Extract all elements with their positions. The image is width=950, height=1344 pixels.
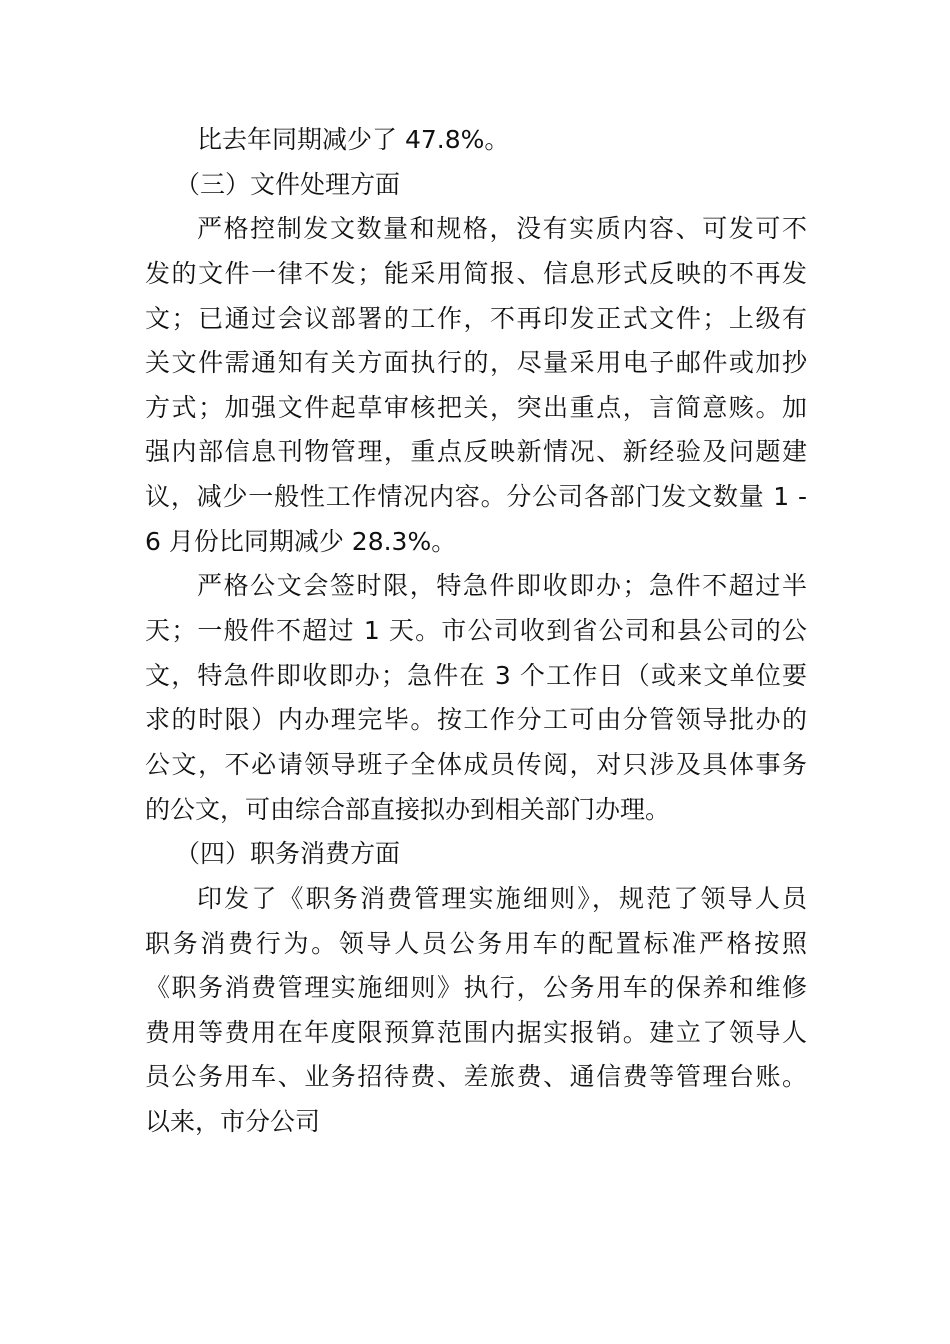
paragraph [145,118,807,163]
text-line: 强内部信息刊物管理，重点反映新情况、新经验及问题建 [145,437,807,467]
text-line: （四）职务消费方面 [175,839,401,869]
text-line: 天；一般件不超过 1 天。市公司收到省公司和县公司的公 [145,616,807,646]
text-line: 比去年同期减少了 47.8%。 [197,125,510,154]
text-line: 《职务消费管理实施细则》执行，公务用车的保养和维修 [145,973,807,1003]
text-line: 求的时限）内办理完毕。按工作分工可由分管领导批办的 [145,705,807,735]
text-line: 文，特急件即收即办；急件在 3 个工作日（或来文单位要 [145,660,807,690]
section-heading [145,163,807,208]
text-line: 的公文，可由综合部直接拟办到相关部门办理。 [145,794,671,824]
text-line: 职务消费行为。领导人员公务用车的配置标准严格按照 [145,928,807,958]
text-line: 文；已通过会议部署的工作，不再印发正式文件；上级有 [145,303,807,333]
text-line: 方式；加强文件起草审核把关，突出重点，言简意赅。加 [145,392,807,422]
paragraph [145,877,807,1145]
text-line: 以来，市分公司 [145,1107,321,1137]
text-line: 发的文件一律不发；能采用简报、信息形式反映的不再发 [145,258,807,288]
text-line: 费用等费用在年度限预算范围内据实报销。建立了领导人 [145,1017,807,1047]
text-line: 员公务用车、业务招待费、差旅费、通信费等管理台账。 [145,1062,807,1092]
text-line: （三）文件处理方面 [175,169,401,199]
paragraph [145,564,807,832]
paragraph [145,207,807,564]
text-line: 关文件需通知有关方面执行的，尽量采用电子邮件或加抄 [145,348,807,378]
text-line: 议，减少一般性工作情况内容。分公司各部门发文数量 1 - [145,482,807,512]
text-line: 公文，不必请领导班子全体成员传阅，对只涉及具体事务 [145,749,807,779]
text-line: 严格公文会签时限，特急件即收即办；急件不超过半 [197,571,807,601]
section-heading [145,832,807,877]
text-line: 印发了《职务消费管理实施细则》，规范了领导人员 [197,883,807,913]
text-line: 严格控制发文数量和规格，没有实质内容、可发可不 [197,214,807,244]
text-line: 6 月份比同期减少 28.3%。 [145,526,457,556]
document-body [145,118,807,1145]
